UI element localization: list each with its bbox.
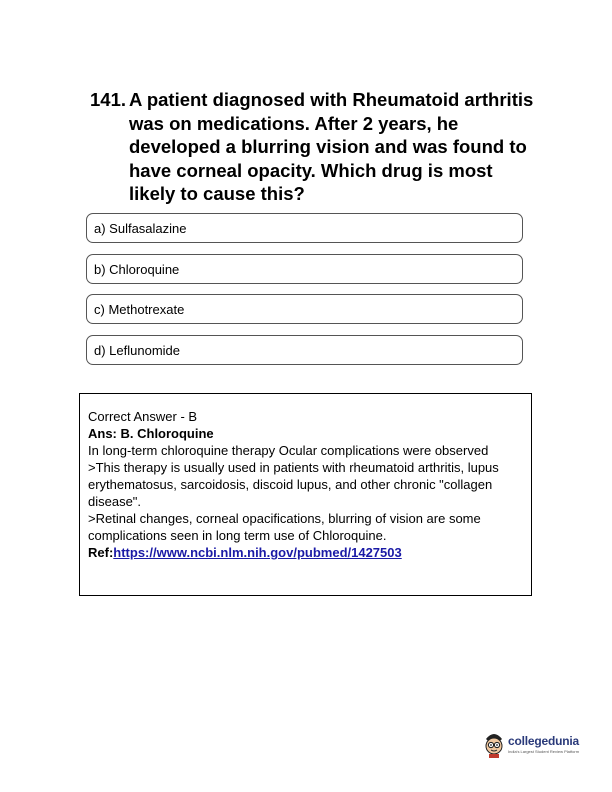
- reference-link[interactable]: https://www.ncbi.nlm.nih.gov/pubmed/1427503: [113, 545, 402, 560]
- answer-box: [79, 393, 532, 596]
- answer-heading: Ans: B. Chloroquine: [88, 426, 214, 441]
- correct-answer: Correct Answer - B: [88, 409, 198, 424]
- option-a[interactable]: a) Sulfasalazine: [86, 213, 523, 243]
- reference-label: Ref:: [88, 545, 114, 560]
- question-text: A patient diagnosed with Rheumatoid arthritis was on medications. After 2 years, he developed a blurring vision and was found to have corneal opacity. Which drug is most likely to cause this?: [129, 89, 534, 204]
- question-number: 141.: [90, 89, 127, 110]
- logo-tagline: India's Largest Student Review Platform: [508, 749, 580, 754]
- option-d[interactable]: d) Leflunomide: [86, 335, 523, 365]
- logo-name: collegedunia: [508, 734, 579, 748]
- option-c[interactable]: c) Methotrexate: [86, 294, 523, 324]
- explanation-line: >This therapy is usually used in patients with rheumatoid arthritis, lupus erythematosus, sarcoidosis, discoid lupus, and other chronic "collagen disease".: [88, 460, 499, 509]
- explanation-line: >Retinal changes, corneal opacifications, blurring of vision are some complications seen in long term use of Chloroquine.: [88, 511, 481, 543]
- reference: [88, 544, 523, 561]
- collegedunia-logo: [482, 727, 582, 763]
- mascot-face-icon: [482, 729, 506, 759]
- question-block: [90, 88, 540, 206]
- option-b[interactable]: b) Chloroquine: [86, 254, 523, 284]
- explanation-line: In long-term chloroquine therapy Ocular complications were observed: [88, 443, 489, 458]
